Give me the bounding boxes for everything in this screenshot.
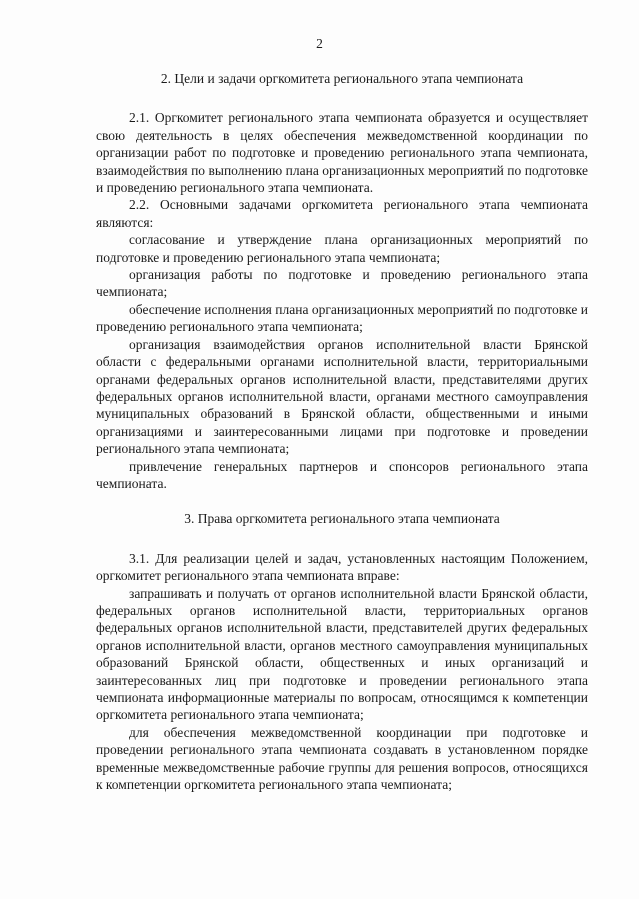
paragraph-3-1: 3.1. Для реализации целей и задач, установленных настоящим Положением, оргкомитет регионального этапа чемпионата вправе: — [96, 550, 588, 584]
page-number: 2 — [316, 36, 323, 51]
list-item-task: привлечение генеральных партнеров и спонсоров регионального этапа чемпионата. — [96, 458, 588, 491]
list-item-right: запрашивать и получать от органов исполнительной власти Брянской области, федеральных органов исполнительной власти, территориальных органов федеральных органов исполнительной власти, представителей других федеральных органов исполнительной власти, органов местного самоуправления муниципальных образований Брянской области, общественных и иных организаций и заинтересованных лиц при подготовке и проведении регионального этапа чемпионата информационные материалы по вопросам, относящимся к компетенции оргкомитета регионального этапа чемпионата; — [96, 585, 588, 723]
paragraph-2-2: 2.2. Основными задачами оргкомитета регионального этапа чемпионата являются: — [96, 197, 588, 230]
section-heading-rights: 3. Права оргкомитета регионального этапа чемпионата — [184, 511, 500, 527]
paragraph-2-1: 2.1. Оргкомитет регионального этапа чемпионата образуется и осуществляет свою деятельность в целях обеспечения межведомственной координации по организации работ по подготовке и проведению регионального этапа чемпионата, взаимодействия по выполнению плана организационных мероприятий по подготовке и проведению регионального этапа чемпионата. — [96, 110, 588, 196]
list-item-task: организация работы по подготовке и проведению регионального этапа чемпионата; — [96, 267, 588, 300]
list-item-right: для обеспечения межведомственной координации при подготовке и проведении регионального этапа чемпионата создавать в установленном порядке временные межведомственные рабочие группы для решения вопросов, относящихся к компетенции оргкомитета регионального этапа чемпионата; — [96, 724, 588, 793]
list-item-task: обеспечение исполнения плана организационных мероприятий по подготовке и проведению регионального этапа чемпионата; — [96, 301, 588, 335]
section-heading-goals: 2. Цели и задачи оргкомитета регионального этапа чемпионата — [160, 71, 524, 86]
list-item-task: согласование и утверждение плана организационных мероприятий по подготовке и проведению регионального этапа чемпионата; — [96, 232, 588, 265]
document-body — [96, 58, 588, 793]
list-item-task: организация взаимодействия органов исполнительной власти Брянской области с федеральными органами исполнительной власти, территориальными органами федеральных органов исполнительной власти, представителями других федеральных органов исполнительной власти, органами местного самоуправления муниципальных образований в Брянской области, общественными и иными организациями и заинтересованными лицами при подготовке и проведении регионального этапа чемпионата; — [96, 336, 588, 457]
